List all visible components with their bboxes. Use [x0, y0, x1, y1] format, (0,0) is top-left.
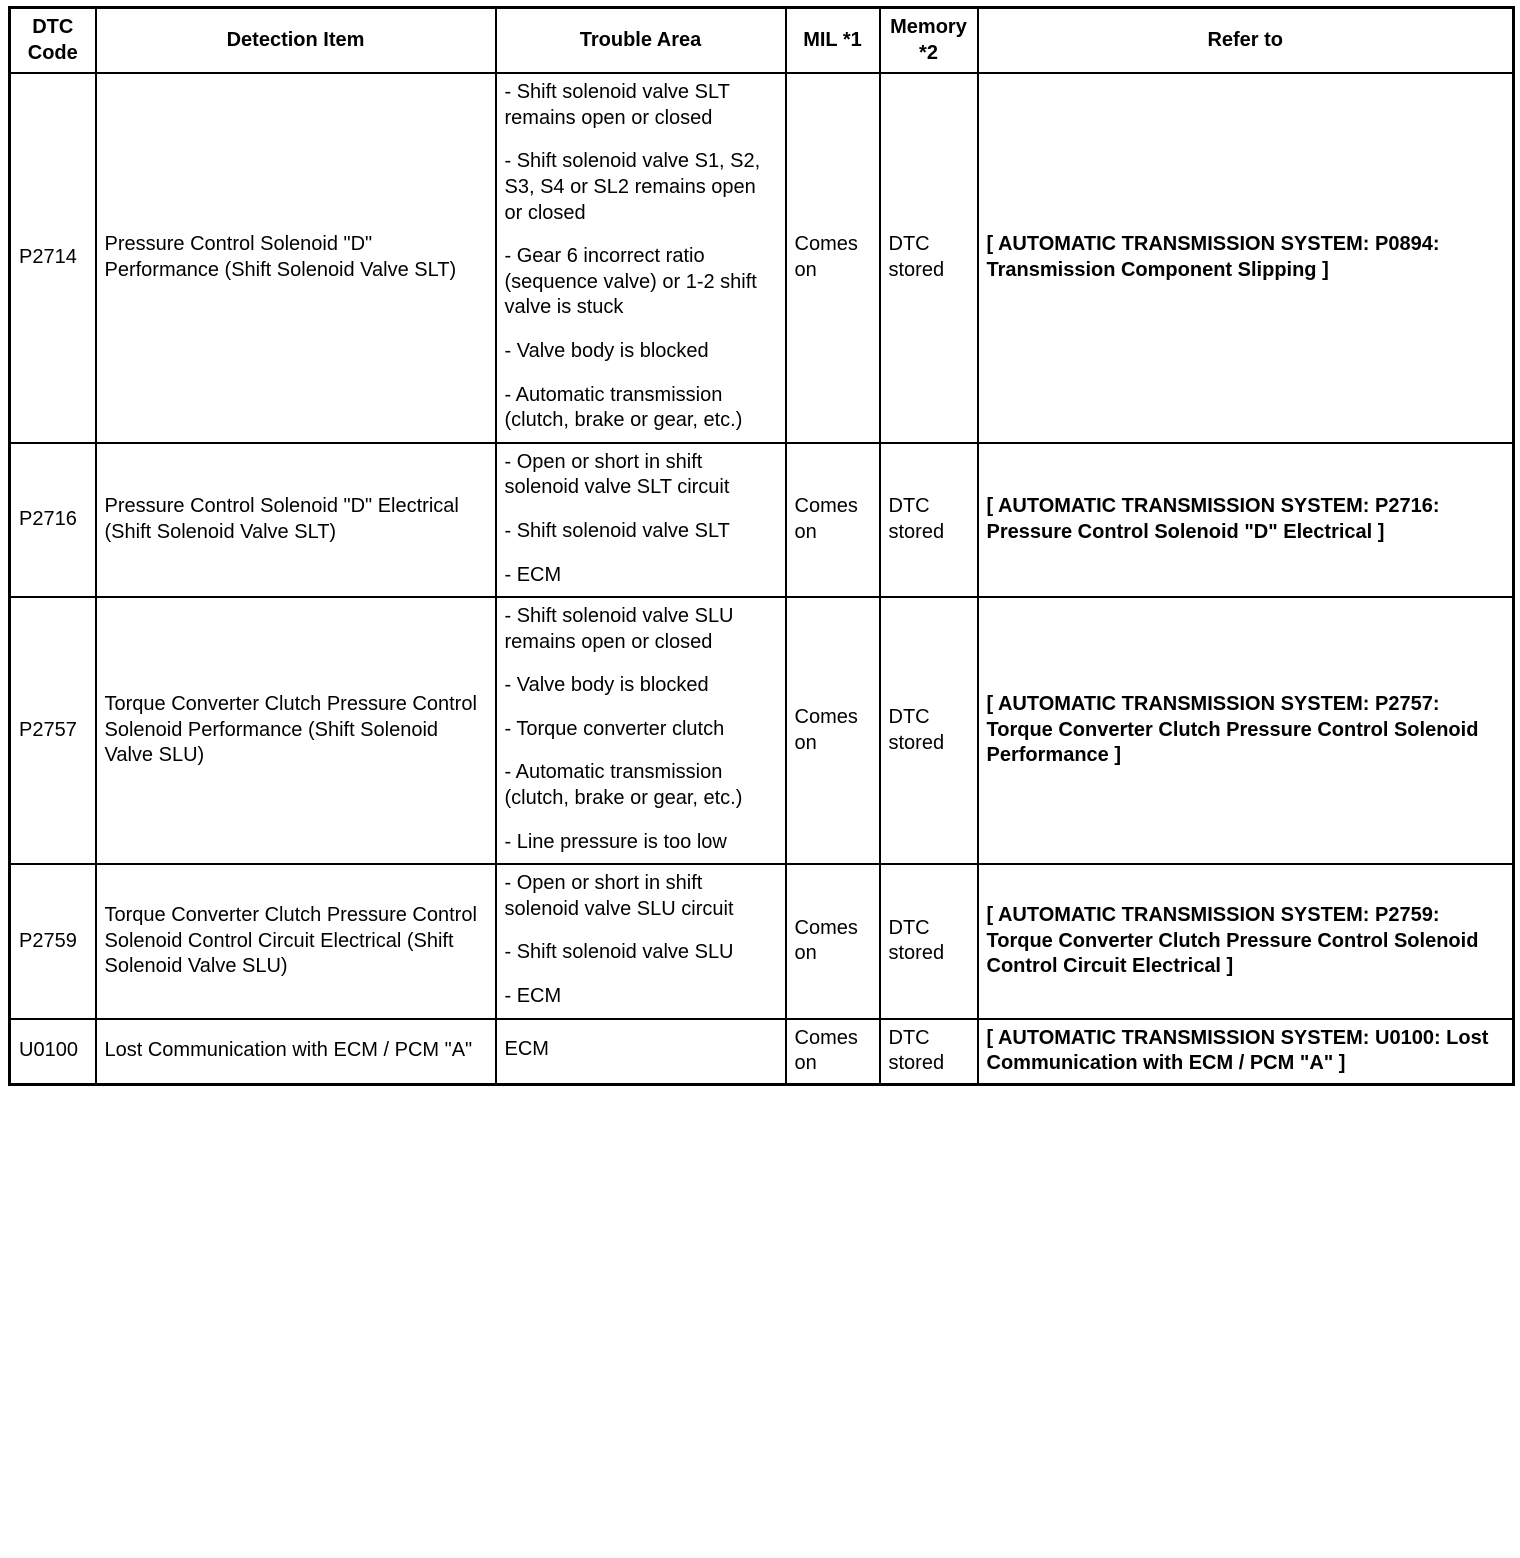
- trouble-item: - Open or short in shift solenoid valve SLU circuit: [504, 872, 734, 920]
- cell-trouble-area: [496, 864, 786, 1018]
- column-header-memory-line1: Memory: [890, 16, 967, 38]
- trouble-item: - Automatic transmission (clutch, brake or gear, etc.): [504, 383, 743, 432]
- table-row: [10, 864, 1514, 1018]
- cell-memory: DTC stored: [880, 73, 978, 443]
- cell-mil: Comes on: [786, 1019, 880, 1085]
- table-row: [10, 597, 1514, 864]
- trouble-item: - ECM: [504, 563, 562, 586]
- trouble-item: - Shift solenoid valve SLT: [504, 519, 730, 542]
- column-header-detection-item: Detection Item: [96, 8, 496, 74]
- trouble-item: - Shift solenoid valve S1, S2, S3, S4 or SL2 remains open or closed: [504, 150, 761, 224]
- trouble-item: - Shift solenoid valve SLU: [504, 941, 734, 964]
- cell-refer-to: [ AUTOMATIC TRANSMISSION SYSTEM: P0894: Transmission Component Slipping ]: [978, 73, 1514, 443]
- column-header-memory-line2: *2: [919, 41, 938, 64]
- column-header-dtc-code-line1: DTC: [32, 16, 74, 38]
- cell-dtc-code: P2714: [10, 73, 96, 443]
- cell-mil: Comes on: [786, 443, 880, 597]
- cell-detection-item: Pressure Control Solenoid "D" Electrical (Shift Solenoid Valve SLT): [96, 443, 496, 597]
- cell-detection-item: Pressure Control Solenoid "D" Performance (Shift Solenoid Valve SLT): [96, 73, 496, 443]
- table-body: [10, 73, 1514, 1084]
- trouble-item: - Automatic transmission (clutch, brake or gear, etc.): [504, 761, 743, 810]
- cell-memory: DTC stored: [880, 864, 978, 1018]
- cell-refer-to: [ AUTOMATIC TRANSMISSION SYSTEM: U0100: Lost Communication with ECM / PCM "A" ]: [978, 1019, 1514, 1085]
- trouble-item: - Gear 6 incorrect ratio (sequence valve) or 1-2 shift valve is stuck: [504, 245, 757, 319]
- cell-refer-to: [ AUTOMATIC TRANSMISSION SYSTEM: P2757: Torque Converter Clutch Pressure Control Solenoid Performance ]: [978, 597, 1514, 864]
- cell-mil: Comes on: [786, 597, 880, 864]
- cell-refer-to: [ AUTOMATIC TRANSMISSION SYSTEM: P2716: Pressure Control Solenoid "D" Electrical ]: [978, 443, 1514, 597]
- cell-trouble-area: [496, 1019, 786, 1085]
- cell-mil: Comes on: [786, 864, 880, 1018]
- cell-trouble-area: [496, 443, 786, 597]
- table-row: [10, 73, 1514, 443]
- table-header: [10, 8, 1514, 74]
- column-header-memory: [880, 8, 978, 74]
- cell-dtc-code: P2759: [10, 864, 96, 1018]
- cell-dtc-code: U0100: [10, 1019, 96, 1085]
- dtc-table: [8, 6, 1515, 1086]
- table-row: [10, 443, 1514, 597]
- table-header-row: [10, 8, 1514, 74]
- cell-memory: DTC stored: [880, 1019, 978, 1085]
- column-header-mil: MIL *1: [786, 8, 880, 74]
- cell-dtc-code: P2716: [10, 443, 96, 597]
- cell-detection-item: Torque Converter Clutch Pressure Control Solenoid Performance (Shift Solenoid Valve SLU): [96, 597, 496, 864]
- trouble-item: - Line pressure is too low: [504, 830, 727, 853]
- trouble-item: ECM: [504, 1038, 549, 1061]
- trouble-item: - Valve body is blocked: [504, 339, 709, 362]
- cell-mil: Comes on: [786, 73, 880, 443]
- column-header-dtc-code: [10, 8, 96, 74]
- cell-memory: DTC stored: [880, 443, 978, 597]
- column-header-dtc-code-line2: Code: [27, 41, 78, 64]
- cell-trouble-area: [496, 597, 786, 864]
- trouble-item: - Shift solenoid valve SLU remains open or closed: [504, 605, 734, 653]
- cell-dtc-code: P2757: [10, 597, 96, 864]
- trouble-item: - Valve body is blocked: [504, 674, 709, 697]
- table-row: [10, 1019, 1514, 1085]
- column-header-trouble-area: Trouble Area: [496, 8, 786, 74]
- trouble-item: - Open or short in shift solenoid valve SLT circuit: [504, 450, 730, 499]
- trouble-item: - ECM: [504, 985, 562, 1008]
- cell-memory: DTC stored: [880, 597, 978, 864]
- trouble-item: - Torque converter clutch: [504, 717, 725, 740]
- trouble-item: - Shift solenoid valve SLT remains open or closed: [504, 81, 730, 129]
- column-header-refer-to: Refer to: [978, 8, 1514, 74]
- cell-detection-item: Torque Converter Clutch Pressure Control Solenoid Control Circuit Electrical (Shift Solenoid Valve SLU): [96, 864, 496, 1018]
- cell-detection-item: Lost Communication with ECM / PCM "A": [96, 1019, 496, 1085]
- cell-refer-to: [ AUTOMATIC TRANSMISSION SYSTEM: P2759: Torque Converter Clutch Pressure Control Solenoid Control Circuit Electrical ]: [978, 864, 1514, 1018]
- cell-trouble-area: [496, 73, 786, 443]
